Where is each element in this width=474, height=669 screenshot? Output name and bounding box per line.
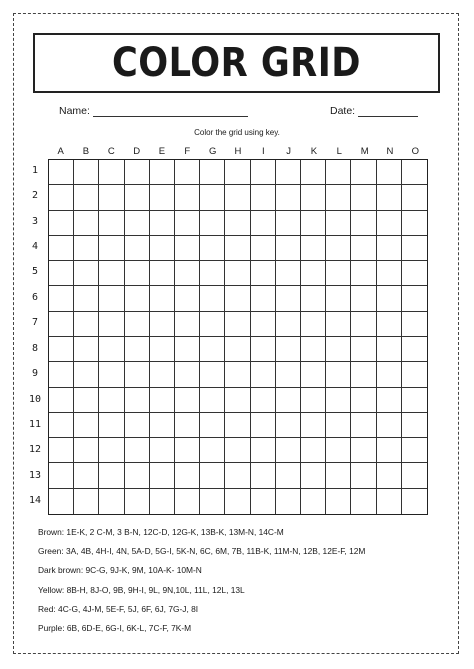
grid-cell[interactable] [402,463,427,488]
grid-cell[interactable] [225,185,250,210]
grid-cell[interactable] [150,286,175,311]
grid-cell[interactable] [125,489,150,514]
grid-cell[interactable] [326,463,351,488]
grid-cell[interactable] [200,160,225,185]
grid-cell[interactable] [99,185,124,210]
grid-cell[interactable] [377,463,402,488]
grid-cell[interactable] [200,312,225,337]
date-field [330,104,418,117]
grid-cell[interactable] [377,286,402,311]
grid-cell[interactable] [301,413,326,438]
grid-cell[interactable] [251,438,276,463]
grid-cell[interactable] [377,185,402,210]
grid-cell[interactable] [150,489,175,514]
grid-cell[interactable] [99,312,124,337]
grid-cell[interactable] [200,388,225,413]
grid-cell[interactable] [276,211,301,236]
grid-cell[interactable] [402,185,427,210]
grid-cell[interactable] [225,463,250,488]
grid-cell[interactable] [326,362,351,387]
grid-cell[interactable] [99,261,124,286]
column-letter: L [336,146,342,157]
row-number: 12 [28,444,42,456]
grid-cell[interactable] [74,463,99,488]
instruction-text: Color the grid using key. [194,128,280,137]
grid-cell[interactable] [74,286,99,311]
grid-cell[interactable] [225,286,250,311]
grid-cell[interactable] [175,337,200,362]
key-cells: 9C-G, 9J-K, 9M, 10A-K- 10M-N [85,565,202,576]
key-cells: 6B, 6D-E, 6G-I, 6K-L, 7C-F, 7K-M [66,623,192,633]
grid-cell[interactable] [49,312,74,337]
grid-cell[interactable] [326,489,351,514]
grid-cell[interactable] [99,337,124,362]
grid-cell[interactable] [74,312,99,337]
grid-cell[interactable] [150,438,175,463]
row-number: 1 [31,164,39,176]
grid-cell[interactable] [351,362,376,387]
key-cells: 8B-H, 8J-O, 9B, 9H-I, 9L, 9N,10L, 11L, 12L, 13L [66,584,245,595]
grid-cell[interactable] [49,286,74,311]
grid-cell[interactable] [99,413,124,438]
grid-cell[interactable] [351,388,376,413]
grid-cell[interactable] [251,362,276,387]
grid-cell[interactable] [225,388,250,413]
grid-cell[interactable] [200,413,225,438]
grid-cell[interactable] [175,236,200,261]
grid-cell[interactable] [301,388,326,413]
column-letter: F [184,146,191,157]
column-letter: E [158,146,166,157]
grid-cell[interactable] [326,438,351,463]
grid-cell[interactable] [175,413,200,438]
grid-cell[interactable] [351,489,376,514]
grid-cell[interactable] [276,388,301,413]
grid-cell[interactable] [276,413,301,438]
grid-cell[interactable] [99,211,124,236]
grid-cell[interactable] [301,185,326,210]
page-title: COLOR GRID [112,40,361,86]
grid-cell[interactable] [150,362,175,387]
column-letter: O [411,146,419,157]
column-letter: D [133,146,141,157]
grid-cell[interactable] [301,160,326,185]
grid-cell[interactable] [200,337,225,362]
name-label: Name: [59,105,90,117]
grid-cell[interactable] [74,337,99,362]
grid-cell[interactable] [225,337,250,362]
grid-cell[interactable] [74,261,99,286]
grid-cell[interactable] [251,185,276,210]
grid-cell[interactable] [251,463,276,488]
grid-cell[interactable] [377,261,402,286]
grid-cell[interactable] [225,312,250,337]
grid-cell[interactable] [150,388,175,413]
key-cells: 1E-K, 2 C-M, 3 B-N, 12C-D, 12G-K, 13B-K, 13M-N, 14C-M [66,527,284,537]
grid-cell[interactable] [301,286,326,311]
grid-cell[interactable] [49,236,74,261]
grid-cell[interactable] [150,312,175,337]
grid-cell[interactable] [49,388,74,413]
key-line [38,585,245,595]
grid-cell[interactable] [225,160,250,185]
grid-cell[interactable] [301,236,326,261]
grid-cell[interactable] [125,286,150,311]
row-number: 2 [31,190,39,202]
grid-cell[interactable] [351,413,376,438]
grid-cell[interactable] [74,236,99,261]
title-box [33,33,440,93]
grid-cell[interactable] [125,463,150,488]
grid-cell[interactable] [175,438,200,463]
grid-cell[interactable] [251,160,276,185]
grid-cell[interactable] [49,211,74,236]
row-number: 3 [31,215,39,227]
grid-cell[interactable] [200,489,225,514]
grid-cell[interactable] [402,413,427,438]
grid-cell[interactable] [225,236,250,261]
grid-cell[interactable] [175,160,200,185]
grid-cell[interactable] [276,337,301,362]
grid-cell[interactable] [251,312,276,337]
grid-cell[interactable] [200,438,225,463]
grid-cell[interactable] [150,160,175,185]
grid-cell[interactable] [99,463,124,488]
grid-cell[interactable] [326,236,351,261]
grid-cell[interactable] [150,337,175,362]
grid-cell[interactable] [377,388,402,413]
grid-cell[interactable] [351,160,376,185]
key-color-label: Yellow: [38,584,65,595]
grid-cell[interactable] [377,362,402,387]
key-cells: 4C-G, 4J-M, 5E-F, 5J, 6F, 6J, 7G-J, 8I [58,603,199,614]
grid-cell[interactable] [251,236,276,261]
grid-cell[interactable] [377,211,402,236]
grid-cell[interactable] [276,463,301,488]
grid-cell[interactable] [402,236,427,261]
grid-cell[interactable] [200,261,225,286]
grid-cell[interactable] [377,160,402,185]
grid-cell[interactable] [276,261,301,286]
grid-cell[interactable] [125,388,150,413]
grid-cell[interactable] [351,286,376,311]
grid-cell[interactable] [175,261,200,286]
column-letter: H [234,146,242,157]
grid-cell[interactable] [326,413,351,438]
grid-cell[interactable] [175,362,200,387]
grid-cell[interactable] [175,463,200,488]
column-letter: M [360,146,369,157]
column-letter: K [310,146,318,157]
grid-cell[interactable] [49,463,74,488]
grid-cell[interactable] [99,286,124,311]
grid-cell[interactable] [150,211,175,236]
grid-cell[interactable] [74,438,99,463]
date-label: Date: [330,105,356,117]
grid-cell[interactable] [351,236,376,261]
grid-cell[interactable] [251,211,276,236]
grid-cell[interactable] [301,489,326,514]
key-line [38,623,191,633]
grid-cell[interactable] [200,185,225,210]
grid-cell[interactable] [49,489,74,514]
name-field [59,104,248,117]
row-number: 10 [28,393,42,405]
grid-cell[interactable] [49,438,74,463]
grid-cell[interactable] [276,438,301,463]
grid-cell[interactable] [276,286,301,311]
grid-cell[interactable] [74,185,99,210]
grid-cell[interactable] [251,413,276,438]
grid-cell[interactable] [175,185,200,210]
grid-cell[interactable] [326,337,351,362]
grid-cell[interactable] [150,261,175,286]
grid-cell[interactable] [301,211,326,236]
grid-cell[interactable] [251,286,276,311]
grid-cell[interactable] [125,362,150,387]
grid-cell[interactable] [175,489,200,514]
grid-cell[interactable] [225,438,250,463]
column-letter: B [82,146,90,157]
grid-cell[interactable] [301,337,326,362]
grid-cell[interactable] [351,463,376,488]
grid-cell[interactable] [225,413,250,438]
grid-cell[interactable] [99,160,124,185]
grid-cell[interactable] [225,489,250,514]
grid-cell[interactable] [402,489,427,514]
grid-cell[interactable] [225,362,250,387]
grid-cell[interactable] [225,211,250,236]
key-color-label: Red: [38,603,56,614]
grid-cell[interactable] [377,236,402,261]
grid-cell[interactable] [49,160,74,185]
grid-cell[interactable] [74,160,99,185]
column-letter: C [107,146,115,157]
grid-cell[interactable] [402,388,427,413]
grid-cell[interactable] [402,211,427,236]
grid-cell[interactable] [125,185,150,210]
grid-cell[interactable] [175,211,200,236]
grid-cell[interactable] [251,337,276,362]
grid-cell[interactable] [99,362,124,387]
grid-cell[interactable] [301,261,326,286]
grid-cell[interactable] [326,312,351,337]
key-color-label: Dark brown: [38,565,84,576]
grid-cell[interactable] [402,362,427,387]
grid-cell[interactable] [276,312,301,337]
grid-cell[interactable] [377,337,402,362]
grid-cell[interactable] [125,160,150,185]
grid-cell[interactable] [276,236,301,261]
grid-cell[interactable] [402,337,427,362]
grid-cell[interactable] [377,312,402,337]
key-color-label: Green: [38,546,64,557]
column-letter: N [386,146,394,157]
grid-cell[interactable] [200,286,225,311]
grid-cell[interactable] [276,185,301,210]
grid-cell[interactable] [74,362,99,387]
grid-cell[interactable] [74,413,99,438]
grid-cell[interactable] [351,337,376,362]
column-letter: A [57,146,64,157]
grid-cell[interactable] [200,236,225,261]
key-color-label: Purple: [38,623,65,633]
column-letter: J [286,146,292,157]
grid-cell[interactable] [402,160,427,185]
key-line [38,546,365,556]
grid-cell[interactable] [326,261,351,286]
row-number: 6 [31,291,39,303]
column-letter: I [261,146,265,157]
key-line [38,604,198,614]
grid-cell[interactable] [49,337,74,362]
grid-cell[interactable] [125,312,150,337]
grid-cell[interactable] [49,413,74,438]
grid-cell[interactable] [402,286,427,311]
grid-cell[interactable] [175,388,200,413]
grid-cell[interactable] [49,362,74,387]
grid-cell[interactable] [251,388,276,413]
key-line [38,527,284,537]
grid-cell[interactable] [150,413,175,438]
grid-cell[interactable] [402,312,427,337]
grid-cell[interactable] [377,489,402,514]
grid-cell[interactable] [276,362,301,387]
grid-cell[interactable] [326,286,351,311]
row-number: 7 [31,317,39,329]
row-number: 11 [28,419,42,430]
grid-cell[interactable] [99,489,124,514]
grid-cell[interactable] [125,211,150,236]
grid-cell[interactable] [150,185,175,210]
grid-cell[interactable] [351,438,376,463]
grid-cell[interactable] [225,261,250,286]
key-cells: 3A, 4B, 4H-I, 4N, 5A-D, 5G-I, 5K-N, 6C, 6M, 7B, 11B-K, 11M-N, 12B, 12E-F, 12M [65,546,366,557]
grid-cell[interactable] [377,438,402,463]
grid-cell[interactable] [49,185,74,210]
grid-cell[interactable] [150,463,175,488]
grid-cell[interactable] [200,211,225,236]
row-number: 9 [31,368,39,380]
grid-cell[interactable] [125,413,150,438]
grid-cell[interactable] [377,413,402,438]
grid-cell[interactable] [326,185,351,210]
grid-cell[interactable] [351,261,376,286]
grid-cell[interactable] [276,489,301,514]
grid-cell[interactable] [301,438,326,463]
date-line [358,104,418,117]
grid-cell[interactable] [99,236,124,261]
grid-cell[interactable] [125,236,150,261]
grid-cell[interactable] [74,489,99,514]
grid-cell[interactable] [125,261,150,286]
grid-cell[interactable] [351,185,376,210]
grid-cell[interactable] [74,211,99,236]
grid-cell[interactable] [301,463,326,488]
grid-cell[interactable] [175,312,200,337]
grid-cell[interactable] [125,337,150,362]
key-color-label: Brown: [38,527,65,537]
grid-cell[interactable] [402,438,427,463]
grid-cell[interactable] [175,286,200,311]
grid-cell[interactable] [301,362,326,387]
grid-cell[interactable] [351,211,376,236]
grid-cell[interactable] [251,261,276,286]
grid-cell[interactable] [99,438,124,463]
grid-cell[interactable] [99,388,124,413]
row-number: 13 [28,469,42,481]
grid-cell[interactable] [251,489,276,514]
row-number: 8 [31,342,39,354]
row-number: 14 [28,495,42,507]
coloring-grid [48,159,428,515]
grid-cell[interactable] [150,236,175,261]
grid-cell[interactable] [276,160,301,185]
column-letter: G [208,146,217,157]
grid-cell[interactable] [125,438,150,463]
grid-cell[interactable] [351,312,376,337]
key-line [38,565,202,575]
grid-cell[interactable] [326,388,351,413]
name-line [93,104,248,117]
grid-cell[interactable] [326,211,351,236]
grid-cell[interactable] [326,160,351,185]
grid-cell[interactable] [200,463,225,488]
grid-cell[interactable] [74,388,99,413]
grid-cell[interactable] [301,312,326,337]
grid-cell[interactable] [200,362,225,387]
grid-cell[interactable] [402,261,427,286]
grid-cell[interactable] [49,261,74,286]
row-number: 4 [31,241,39,252]
row-number: 5 [31,266,39,278]
